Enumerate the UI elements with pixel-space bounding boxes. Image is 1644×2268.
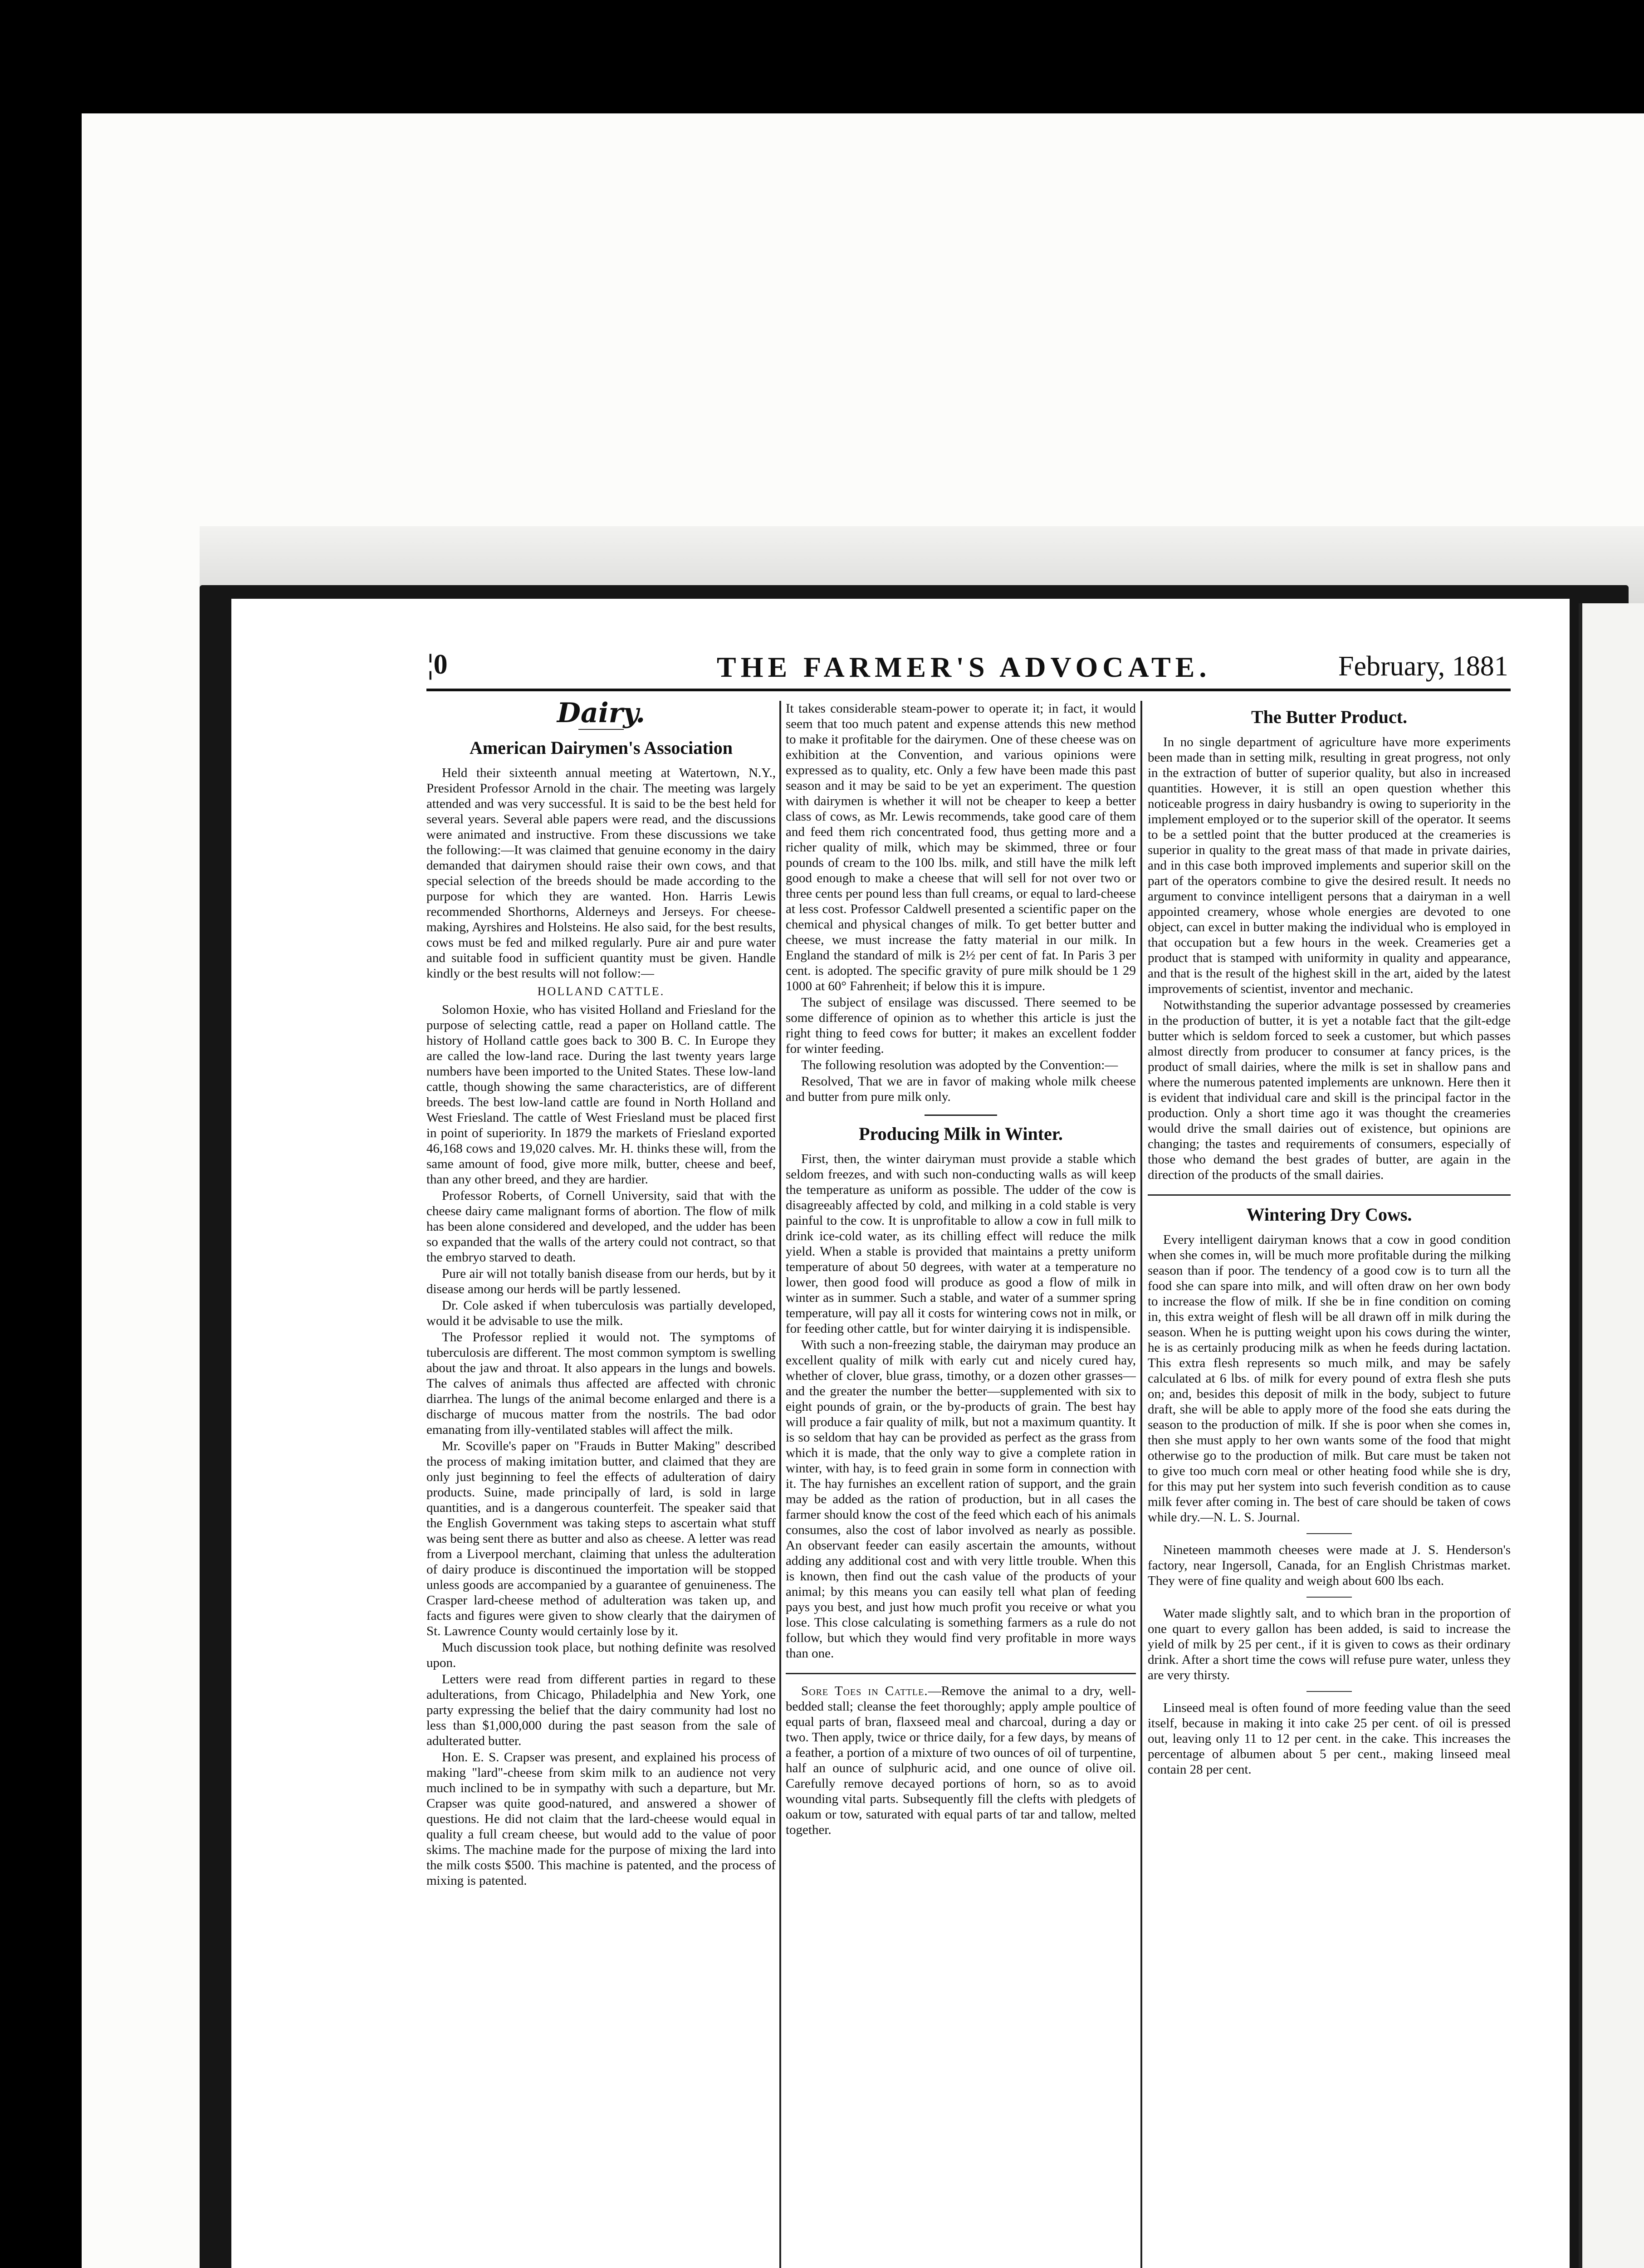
article-paragraph — [786, 1683, 1136, 1838]
divider — [925, 1114, 997, 1116]
article-paragraph: Water made slightly salt, and to which bran in the proportion of one quart to every gallon has been added, is said to increase the yield of milk by 25 per cent., if it is given to cows as their ordinary drink. After a short time the cows will refuse pure water, unless they are very thirsty. — [1148, 1606, 1511, 1682]
issue-date: February, 1881 — [1338, 651, 1508, 682]
article-paragraph: It takes considerable steam-power to operate it; in fact, it would seem that too much patent and expense attends this new method to make it profitable for the dairymen. One of these cheese was on exhibition at the Convention, and various opinions were expressed as to quality, etc. Only a few have been made this past season and it may be said to be yet an experiment. The question with dairymen is whether it will not be cheaper to keep a better class of cows, as Mr. Lewis recommends, take good care of them and feed them rich concentrated food, thus getting more and a richer quality of milk, which may be skimmed, three or four pounds of cream to the 100 lbs. milk, and still have the milk left good enough to make a cheese that will sell for not over two or three cents per pound less than full creams, or equal to lard-cheese at less cost. Professor Caldwell presented a scientific paper on the chemical and physical changes of milk. To get better butter and cheese, we must increase the fatty material in our milk. In England the standard of milk is 2½ per cent of fat. In Paris 3 per cent. is adopted. The specific gravity of pure milk should be 1 29 1000 at 60° Fahrenheit; if below this it is impure. — [786, 701, 1136, 993]
adjacent-page-edge — [1579, 603, 1644, 2268]
article-title: Wintering Dry Cows. — [1246, 1204, 1412, 1225]
article-paragraph: Dr. Cole asked if when tuberculosis was partially developed, would it be advisable to use the milk. — [426, 1298, 776, 1328]
article-paragraph: Professor Roberts, of Cornell University, said that with the cheese dairy came malignant forms of abortion. The flow of milk has been alone considered and developed, and the udder has been so expanded that the walls of the artery could not contract, so that the embryo starved to death. — [426, 1188, 776, 1265]
article-lead: Sore Toes in Cattle. — [801, 1684, 928, 1698]
article-paragraph: Resolved, That we are in favor of making whole milk cheese and butter from pure milk only. — [786, 1074, 1136, 1104]
article-paragraph: Every intelligent dairyman knows that a cow in good condition when she comes in, will be much more profitable during the milking season than if poor. The tendency of a good cow is to turn all the food she can spare into milk, and will often draw on her own body to increase the flow of milk. If she be in fine condition on coming in, this extra weight of flesh will be all drawn off in milk during the season. When he is putting weight upon his cows during the winter, he is as certainly producing milk as when he feeds during lactation. This extra flesh represents so much milk, and may be safely calculated at 6 lbs. of milk for every pound of extra flesh she puts on; and, besides this deposit of milk in the body, subject to future draft, she will be able to apply more of the food she eats during the season to the production of milk. If she is poor when she comes in, then she must apply to her own wants some of the food that might otherwise go to the production of milk. But care must be taken not to give too much corn meal or other heating food while she is dry, for this may put her system into such feverish condition as to cause milk fever after coming in. The best of care should be taken of cows while dry.—N. L. S. Journal. — [1148, 1232, 1511, 1525]
article-paragraph: The subject of ensilage was discussed. There seemed to be some difference of opinion as to whether this article is just the right thing to feed cows for butter; it makes an excellent fodder for winter feeding. — [786, 995, 1136, 1056]
divider — [1306, 1597, 1352, 1598]
section-subhead: HOLLAND CATTLE. — [537, 985, 665, 998]
article-title: Producing Milk in Winter. — [859, 1124, 1063, 1144]
masthead-title: THE FARMER'S ADVOCATE. — [717, 651, 1211, 683]
article-paragraph: The Professor replied it would not. The symptoms of tuberculosis are different. The most common symptom is swelling about the jaw and throat. It also appears in the lungs and bowels. The calves of animals thus affected are affected with chronic diarrhea. The lungs of the animal become enlarged and there is a discharge of mucous matter from the nostrils. The bad odor emanating from illy-ventilated stables will affect the milk. — [426, 1330, 776, 1437]
article-paragraph: Letters were read from different parties in regard to these adulterations, from Chicago, Philadelphia and New York, one party expressing the belief that the dairy community had lost no less than $1,000,000 during the past season from the sale of adulterated butter. — [426, 1672, 776, 1748]
article-paragraph: With such a non-freezing stable, the dairyman may produce an excellent quality of milk with early cut and nicely cured hay, whether of clover, blue grass, timothy, or a dozen other grasses—and the greater the number the better—supplemented with six to eight pounds of grain, or the by-products of grain. The best hay will produce a fair quality of milk, but not a maximum quantity. It is so seldom that hay can be provided as perfect as the grass from which it is made, that the only way to give a complete ration in winter, with hay, is to feed grain in some form in connection with it. The hay furnishes an excellent ration of support, and the grain may be added as the ration of production, but in all cases the farmer should know the cost of the feed which each of his animals consumes, also the cost of labor involved as nearly as possible. An observant feeder can easily ascertain the amounts, without adding any additional cost and with very little trouble. When this is known, then find out the cash value of the products of your animal; by this means you can easily tell what plan of feeding pays you best, and just how much profit you receive or what you lose. This close calculating is something farmers as a rule do not follow, but which they would find very profitable in more ways than one. — [786, 1338, 1136, 1661]
column-2 — [786, 701, 1136, 2268]
article-paragraph: Pure air will not totally banish disease from our herds, but by it disease among our herds will be partly lessened. — [426, 1266, 776, 1296]
article-paragraph: Much discussion took place, but nothing definite was resolved upon. — [426, 1640, 776, 1670]
article-title: American Dairymen's Association — [470, 738, 733, 758]
article-paragraph: The following resolution was adopted by the Convention:— — [801, 1058, 1118, 1072]
column-1 — [426, 701, 776, 2268]
article-paragraph: In no single department of agriculture have more experiments been made than in setting milk, resulting in great progress, not only in the extraction of butter of superior quality, but also in increased quantities. However, it is still an open question whether this noticeable progress in dairy husbandry is owing to superiority in the implement employed or to the superior skill of the operator. It seems to be a settled point that the butter produced at the creameries is superior in quality to the great mass of that made in private dairies, and in this case both improved implements and superior skill on the part of the operators combine to give the desired result. It needs no argument to convince intelligent persons that a dairyman in a well appointed creamery, whose whole energies are devoted to one object, can excel in butter making the individual who is employed in that occupation but a few hours in the week. Creameries get a product that is stamped with uniformity in quality and appearance, and that is the result of the highest skill in the art, aided by the latest improvements of scientist, inventor and mechanic. — [1148, 735, 1511, 996]
article-paragraph: Held their sixteenth annual meeting at Watertown, N.Y., President Professor Arnold in the chair. The meeting was largely attended and was very successful. It is said to be the best held for several years. Several able papers were read, and the discussions were animated and instructive. From these discussions we take the following:—It was claimed that genuine economy in the dairy demanded that dairymen should raise their own cows, and that special selection of the breeds should be made according to the purpose for which they are wanted. Hon. Harris Lewis recommended Shorthorns, Alderneys and Jerseys. For cheese-making, Ayrshires and Holsteins. He also said, for the best results, cows must be fed and milked regularly. Pure air and pure water and suitable food in sufficient quantity must be given. Handle kindly or the best results will not follow:— — [426, 766, 776, 981]
article-paragraph: First, then, the winter dairyman must provide a stable which seldom freezes, and with such non-conducting walls as will keep the temperature as uniform as possible. The udder of the cow is disagreeably affected by cold, and milking in a cold stable is very painful to the cow. It is unprofitable to allow a cow in full milk to drink ice-cold water, as its chilling effect will reduce the milk yield. When a stable is provided that maintains a pretty uniform temperature of about 50 degrees, with water at a temperature no lower, then good food will produce as good a flow of milk in winter as in summer. Such a stable, and water of a summer spring temperature, will pay all it costs for wintering cows not in milk, or for feeding other cattle, but for winter dairying it is indispensible. — [786, 1152, 1136, 1336]
column-rule — [1140, 701, 1142, 2268]
article-paragraph: Nineteen mammoth cheeses were made at J. S. Henderson's factory, near Ingersoll, Canada, for an English Christmas market. They were of fine quality and weigh about 600 lbs each. — [1148, 1543, 1511, 1588]
newspaper-page — [231, 599, 1570, 2268]
article-paragraph: Mr. Scoville's paper on "Frauds in Butter Making" described the process of making imitation butter, and claimed that they are only just beginning to feel the effects of adulteration of dairy products. Suine, made principally of lard, is sold in large quantities, and is a dangerous counterfeit. The speaker said that the English Government was taking steps to ascertain what stuff was being sent there as butter and also as cheese. A letter was read from a Liverpool merchant, claiming that unless the adulteration of dairy produce is discontinued the importation will be stopped unless goods are accompanied by a guarantee of genuineness. The Crasper lard-cheese method of adulteration was taken up, and facts and figures were given to show clearly that the dairymen of St. Lawrence County would certainly lose by it. — [426, 1439, 776, 1638]
column-3 — [1148, 701, 1511, 2268]
divider — [578, 729, 624, 730]
divider — [1306, 1691, 1352, 1692]
article-body: —Remove the animal to a dry, well-bedded stall; cleanse the feet thoroughly; apply ample poultice of equal parts of bran, flaxseed meal and charcoal, during a day or two. Then apply, twice or thrice daily, for a few days, by means of a feather, a portion of a mixture of two ounces of oil of turpentine, half an ounce of sulphuric acid, and one ounce of olive oil. Carefully remove decayed portions of horn, so as to avoid wounding vital parts. Subsequently fill the clefts with pledgets of oakum or tow, saturated with equal parts of tar and tallow, melted together. — [786, 1684, 1136, 1837]
column-rule — [779, 701, 781, 2268]
article-paragraph: Hon. E. S. Crapser was present, and explained his process of making "lard"-cheese from skim milk to an audience not very much inclined to be in sympathy with such a departure, but Mr. Crapser was quite good-natured, and answered a shower of questions. He did not claim that the lard-cheese would equal in quality a full cream cheese, but would add to the value of poor skims. The machine made for the purpose of mixing the lard into the milk costs $500. This machine is patented, and the process of mixing is patented. — [426, 1750, 776, 1888]
article-paragraph: Solomon Hoxie, who has visited Holland and Friesland for the purpose of selecting cattle, read a paper on Holland cattle. The history of Holland cattle goes back to 300 B. C. In Europe they are called the low-land race. During the last twenty years large numbers have been imported to the United States. These low-land cattle, though showing the same characteristics, are of different breeds. The best low-land cattle are found in North Holland and West Friesland. The cattle of West Friesland must be placed first in point of superiority. In 1879 the markets of Friesland exported 46,168 cows and 19,020 calves. Mr. H. thinks these will, from the same amount of food, give more milk, butter, cheese and beef, than any other breed, and they are hardier. — [426, 1002, 776, 1187]
article-paragraph: Notwithstanding the superior advantage possessed by creameries in the production of butter, it is yet a notable fact that the gilt-edge butter which is seldom forced to seek a customer, but which passes almost directly from producer to consumer at fancy prices, is the product of small dairies, where the milk is set in shallow pans and where the numerous patented implements are unknown. Here then it is evident that individual care and skill is the principal factor in the production. Only a short time ago it was thought the creameries would drive the small dairies out of existence, but opinions are changing; the tastes and requirements of consumers, especially of those who demand the best grades of butter, are again in the direction of the products of the small dairies. — [1148, 998, 1511, 1182]
divider — [1306, 1533, 1352, 1534]
page-number: ¦0 — [427, 649, 448, 680]
divider — [1148, 1194, 1511, 1196]
article-paragraph: Linseed meal is often found of more feeding value than the seed itself, because in making it into cake 25 per cent. of oil is pressed out, leaving only 11 to 12 per cent. in the cake. This increases the percentage of albumen about 5 per cent., making linseed meal contain 28 per cent. — [1148, 1701, 1511, 1777]
article-title: The Butter Product. — [1251, 707, 1408, 727]
department-heading: Dairy. — [557, 701, 646, 729]
header-rule — [426, 689, 1511, 691]
divider — [786, 1673, 1136, 1674]
